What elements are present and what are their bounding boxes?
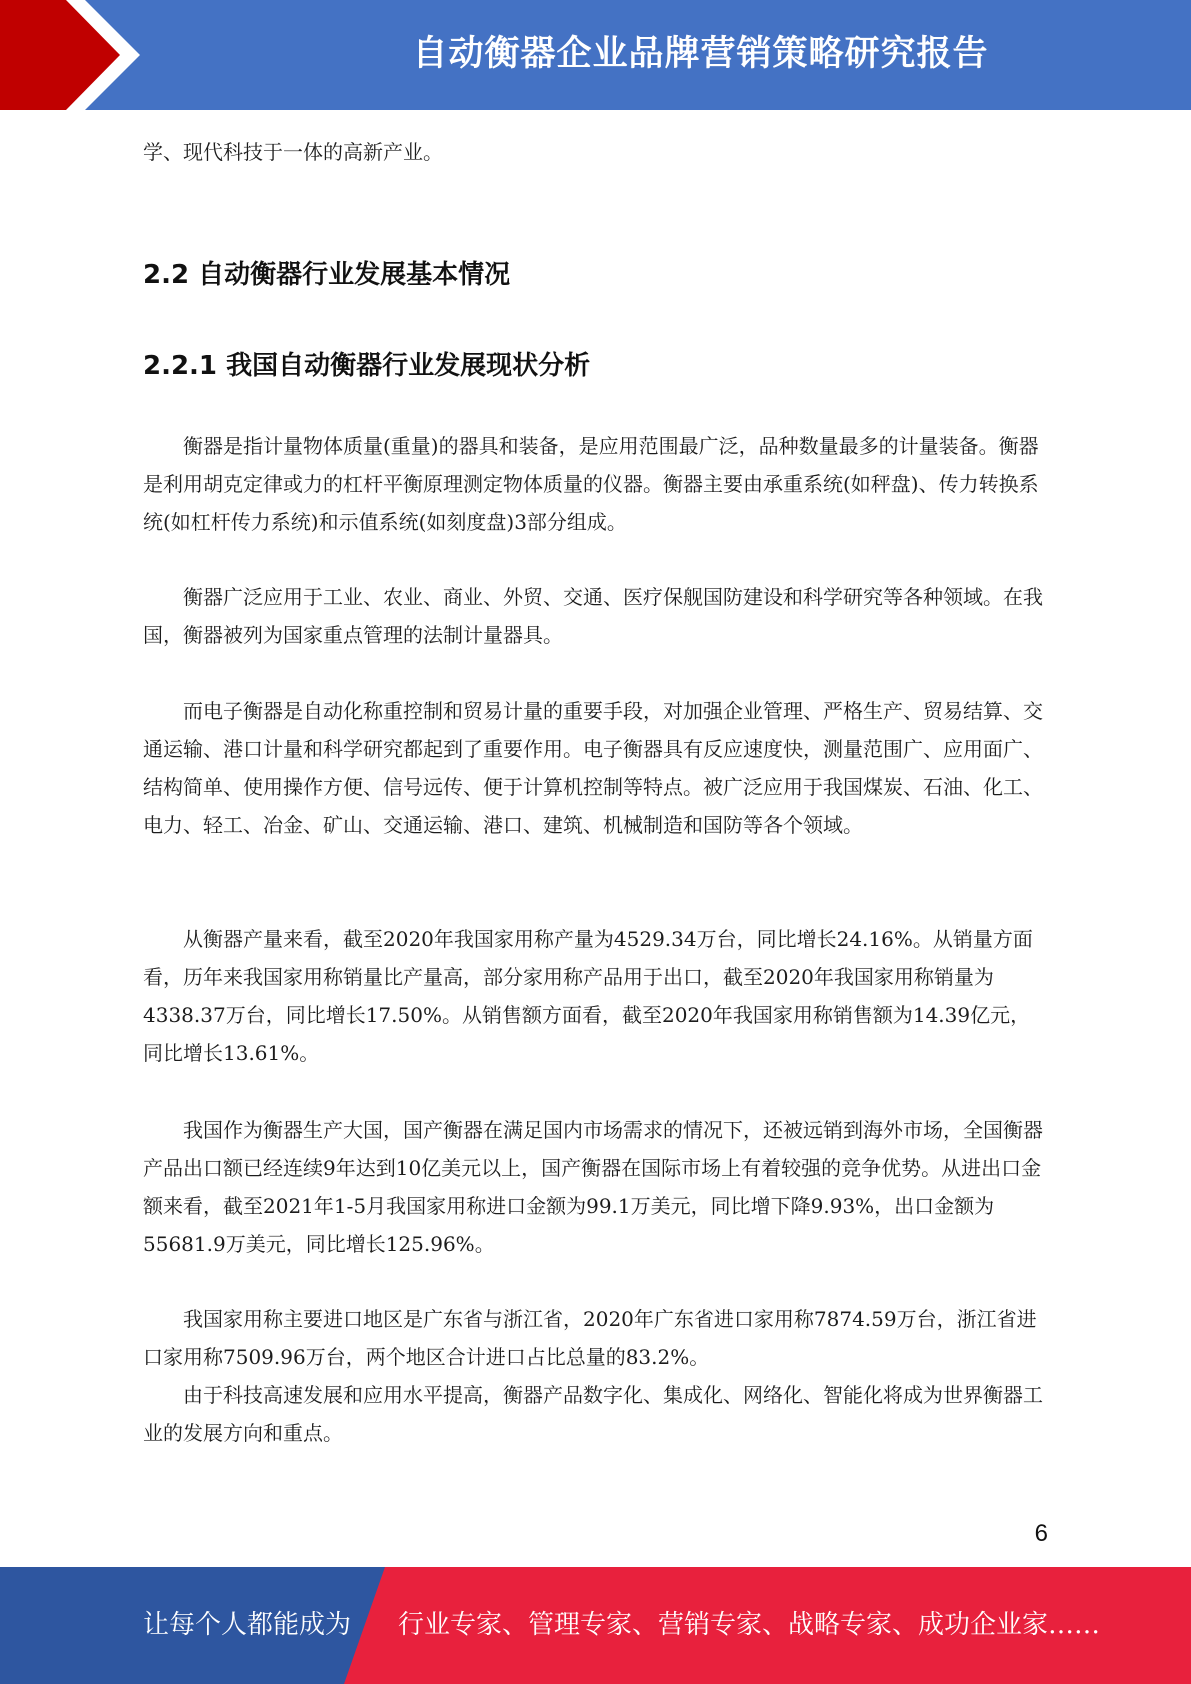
- header-chevron-icon: [0, 0, 150, 110]
- paragraph-weighing-applications: 衡器广泛应用于工业、农业、商业、外贸、交通、医疗保舰国防建设和科学研究等各种领域。在我国，衡器被列为国家重点管理的法制计量器具。: [143, 585, 1043, 647]
- footer-slogan-right: 行业专家、管理专家、营销专家、战略专家、成功企业家……: [398, 1610, 1101, 1640]
- report-title: 自动衡器企业品牌营销策略研究报告: [412, 34, 989, 74]
- paragraph-production-sales: 从衡器产量来看，截至2020年我国家用称产量为4529.34万台，同比增长24.16%。从销量方面看，历年来我国家用称销量比产量高，部分家用称产品用于出口，截至2020年我国家用称销量为4338.37万台，同比增长17.50%。从销售额方面看，截至2020年我国家用称销售额为14.39亿元，同比增长13.61%。: [143, 927, 1033, 1065]
- subsection-heading: 2.2.1 我国自动衡器行业发展现状分析: [143, 351, 591, 381]
- paragraph-electronic-scales: 而电子衡器是自动化称重控制和贸易计量的重要手段，对加强企业管理、严格生产、贸易结算、交通运输、港口计量和科学研究都起到了重要作用。电子衡器具有反应速度快，测量范围广、应用面广、结构简单、使用操作方便、信号远传、便于计算机控制等特点。被广泛应用于我国煤炭、石油、化工、电力、轻工、冶金、矿山、交通运输、港口、建筑、机械制造和国防等各个领域。: [143, 699, 1043, 837]
- paragraph-weighing-definition: 衡器是指计量物体质量(重量)的器具和装备，是应用范围最广泛，品种数量最多的计量装备。衡器是利用胡克定律或力的杠杆平衡原理测定物体质量的仪器。衡器主要由承重系统(如秤盘)、传力转换系统(如杠杆传力系统)和示值系统(如刻度盘)3部分组成。: [143, 434, 1039, 534]
- page-number: 6: [1034, 1520, 1048, 1547]
- continuation-paragraph: 学、现代科技于一体的高新产业。: [143, 140, 443, 164]
- paragraph-import-regions: 我国家用称主要进口地区是广东省与浙江省，2020年广东省进口家用称7874.59万台，浙江省进口家用称7509.96万台，两个地区合计进口占比总量的83.2%。: [143, 1307, 1037, 1369]
- footer-slogan-left: 让每个人都能成为: [143, 1610, 352, 1640]
- section-heading: 2.2 自动衡器行业发展基本情况: [143, 260, 511, 290]
- header-banner: [0, 0, 1191, 110]
- paragraph-import-export: 我国作为衡器生产大国，国产衡器在满足国内市场需求的情况下，还被远销到海外市场，全国衡器产品出口额已经连续9年达到10亿美元以上，国产衡器在国际市场上有着较强的竞争优势。从进出口金额来看，截至2021年1-5月我国家用称进口金额为99.1万美元，同比增下降9.93%，出口金额为55681.9万美元，同比增长125.96%。: [143, 1118, 1043, 1256]
- footer-banner: [0, 1567, 1191, 1684]
- paragraph-development-trend: 由于科技高速发展和应用水平提高，衡器产品数字化、集成化、网络化、智能化将成为世界衡器工业的发展方向和重点。: [143, 1383, 1043, 1445]
